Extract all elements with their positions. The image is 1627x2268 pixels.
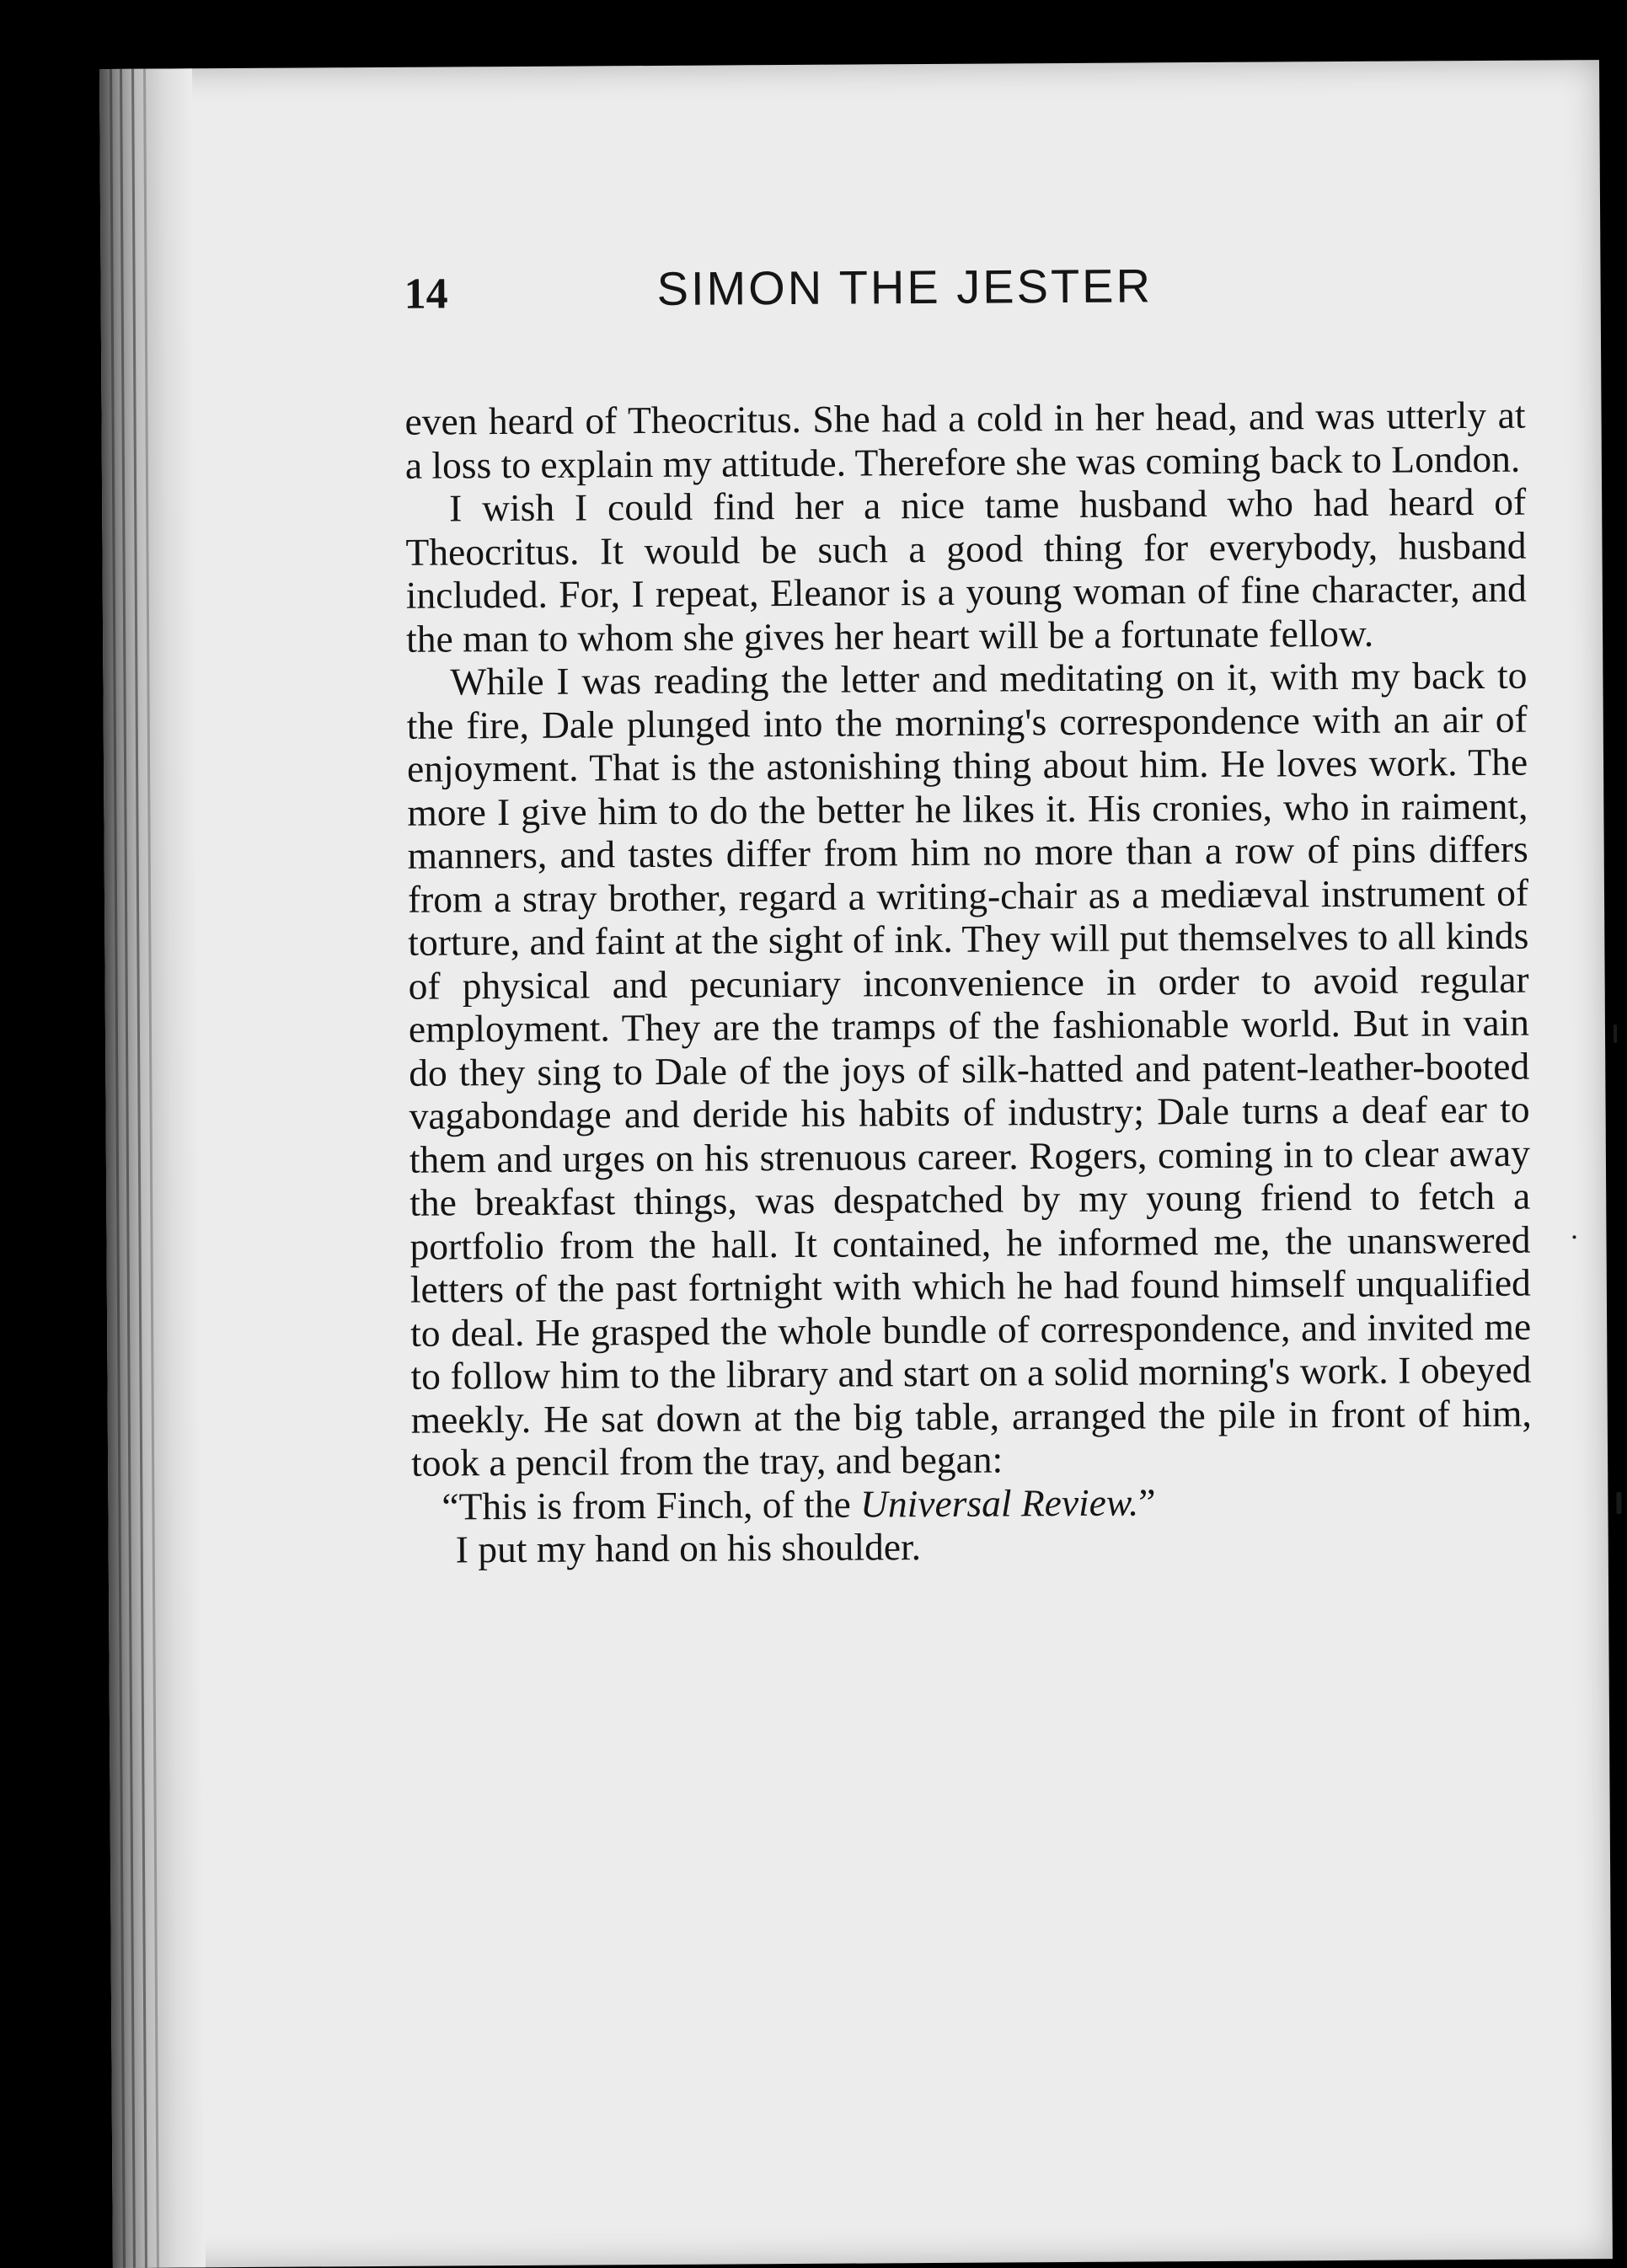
paragraph: I wish I could find her a nice tame husband who had heard of Theocritus. It would be such a good thing for everybody, husband included. For, I repeat, Eleanor is a young woman of fine character, and the man to whom she gives her heart will be a fortunate fellow.: [405, 479, 1527, 661]
dialogue-line: [411, 1478, 1532, 1528]
paragraph: I put my hand on his shoulder.: [455, 1525, 922, 1571]
scan-speck: [1572, 1235, 1576, 1238]
body-text: [404, 393, 1532, 1572]
scan-speck: [1616, 1492, 1621, 1514]
spine-line: [143, 69, 159, 2268]
running-title: SIMON THE JESTER: [656, 259, 1153, 315]
scan-speck: [1614, 1024, 1617, 1043]
paragraph: even heard of Theocritus. She had a cold in her head, and was utterly at a loss to explain my attitude. Therefore she was coming back to London.: [404, 393, 1526, 487]
book-page: [99, 60, 1613, 2268]
page-number: 14: [404, 270, 448, 318]
running-head: [404, 239, 1264, 337]
book-spine-edge: [99, 68, 206, 2268]
publication-title: Universal Review.: [859, 1479, 1139, 1526]
paragraph: While I was reading the letter and meditating on it, with my back to the fire, Dale plunged into the morning's correspondence with an air of enjoyment. That is the astonishing thing about him. He loves work. The more I give him to do the better he likes it. His cronies, who in raiment, manners, and tastes differ from him no more than a row of pins differs from a stray brother, regard a writing-chair as a mediæval instrument of torture, and faint at the sight of ink. They will put themselves to all kinds of physical and pecuniary inconvenience in order to avoid regular employment. They are the tramps of the fashionable world. But in vain do they sing to Dale of the joys of silk-hatted and patent-leather-booted vagabondage and deride his habits of industry; Dale turns a deaf ear to them and urges on his strenuous career. Rogers, coming in to clear away the breakfast things, was despatched by my young friend to fetch a portfolio from the hall. It contained, he informed me, the unanswered letters of the past fortnight with which he had found himself unqualified to deal. He grasped the whole bundle of correspondence, and invited me to follow him to the library and start on a solid morning's work. I obeyed meekly. He sat down at the big table, arranged the pile in front of him, took a pencil from the tray, and began:: [406, 653, 1532, 1484]
dialogue-lead: “This is from Finch, of the: [442, 1482, 861, 1528]
dialogue-close: ”: [1138, 1479, 1156, 1523]
